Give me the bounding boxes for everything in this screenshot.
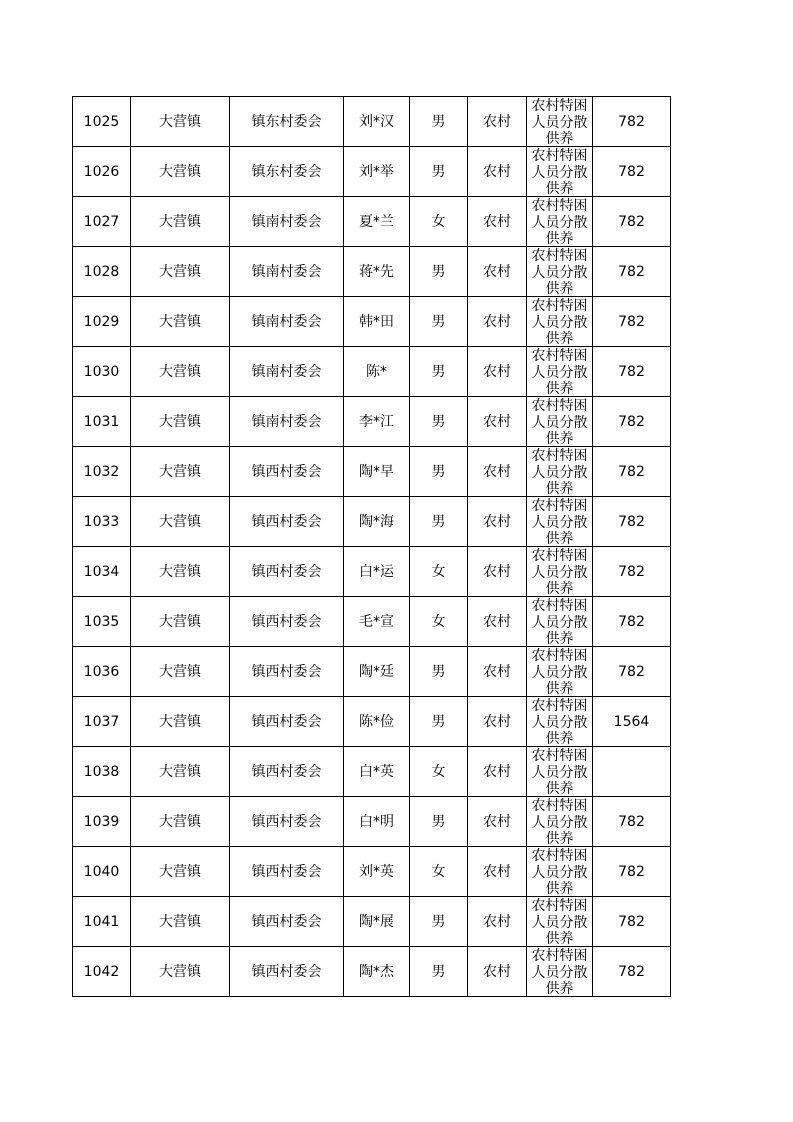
gender-cell: 男 — [410, 497, 468, 547]
record-id-cell: 1038 — [73, 747, 131, 797]
area-type-cell: 农村 — [468, 797, 527, 847]
area-type-cell: 农村 — [468, 547, 527, 597]
assistance-category-text: 农村特困人员分散供养 — [531, 448, 588, 496]
assistance-category-text: 农村特困人员分散供养 — [531, 198, 588, 246]
table-row — [73, 897, 671, 947]
person-name-cell: 陈*俭 — [344, 697, 410, 747]
amount-cell: 782 — [593, 447, 671, 497]
assistance-category-cell — [527, 797, 593, 847]
table-row — [73, 847, 671, 897]
area-type-cell: 农村 — [468, 897, 527, 947]
gender-cell: 男 — [410, 147, 468, 197]
village-committee-cell: 镇西村委会 — [230, 847, 344, 897]
person-name-cell: 韩*田 — [344, 297, 410, 347]
assistance-category-cell — [527, 147, 593, 197]
village-committee-cell: 镇南村委会 — [230, 397, 344, 447]
assistance-category-text: 农村特困人员分散供养 — [531, 798, 588, 846]
assistance-category-text: 农村特困人员分散供养 — [531, 348, 588, 396]
assistance-category-cell — [527, 397, 593, 447]
assistance-category-cell — [527, 247, 593, 297]
town-cell: 大营镇 — [131, 197, 230, 247]
area-type-cell: 农村 — [468, 697, 527, 747]
table-row — [73, 97, 671, 147]
table-row — [73, 797, 671, 847]
assistance-category-cell — [527, 197, 593, 247]
amount-cell: 782 — [593, 397, 671, 447]
amount-cell: 782 — [593, 547, 671, 597]
person-name-cell: 刘*英 — [344, 847, 410, 897]
village-committee-cell: 镇西村委会 — [230, 797, 344, 847]
assistance-category-text: 农村特困人员分散供养 — [531, 748, 588, 796]
amount-cell: 782 — [593, 197, 671, 247]
assistance-category-text: 农村特困人员分散供养 — [531, 898, 588, 946]
area-type-cell: 农村 — [468, 447, 527, 497]
amount-cell: 782 — [593, 847, 671, 897]
assistance-category-cell — [527, 497, 593, 547]
area-type-cell: 农村 — [468, 197, 527, 247]
person-name-cell: 白*运 — [344, 547, 410, 597]
area-type-cell: 农村 — [468, 297, 527, 347]
table-row — [73, 347, 671, 397]
area-type-cell: 农村 — [468, 747, 527, 797]
town-cell: 大营镇 — [131, 497, 230, 547]
area-type-cell: 农村 — [468, 847, 527, 897]
village-committee-cell: 镇西村委会 — [230, 597, 344, 647]
gender-cell: 男 — [410, 397, 468, 447]
table-row — [73, 597, 671, 647]
person-name-cell: 夏*兰 — [344, 197, 410, 247]
village-committee-cell: 镇南村委会 — [230, 297, 344, 347]
gender-cell: 男 — [410, 797, 468, 847]
assistance-category-text: 农村特困人员分散供养 — [531, 498, 588, 546]
person-name-cell: 陈* — [344, 347, 410, 397]
village-committee-cell: 镇南村委会 — [230, 197, 344, 247]
village-committee-cell: 镇西村委会 — [230, 547, 344, 597]
town-cell: 大营镇 — [131, 947, 230, 997]
assistance-category-text: 农村特困人员分散供养 — [531, 398, 588, 446]
table-row — [73, 147, 671, 197]
area-type-cell: 农村 — [468, 247, 527, 297]
area-type-cell: 农村 — [468, 647, 527, 697]
assistance-category-text: 农村特困人员分散供养 — [531, 548, 588, 596]
table-row — [73, 747, 671, 797]
person-name-cell: 毛*宣 — [344, 597, 410, 647]
records-table — [72, 96, 671, 997]
record-id-cell: 1034 — [73, 547, 131, 597]
village-committee-cell: 镇西村委会 — [230, 947, 344, 997]
table-row — [73, 197, 671, 247]
amount-cell: 782 — [593, 647, 671, 697]
assistance-category-cell — [527, 897, 593, 947]
record-id-cell: 1027 — [73, 197, 131, 247]
amount-cell: 782 — [593, 147, 671, 197]
town-cell: 大营镇 — [131, 647, 230, 697]
amount-cell: 782 — [593, 247, 671, 297]
gender-cell: 男 — [410, 947, 468, 997]
amount-cell: 782 — [593, 797, 671, 847]
table-row — [73, 397, 671, 447]
village-committee-cell: 镇西村委会 — [230, 497, 344, 547]
assistance-category-text: 农村特困人员分散供养 — [531, 948, 588, 996]
gender-cell: 女 — [410, 847, 468, 897]
gender-cell: 女 — [410, 197, 468, 247]
town-cell: 大营镇 — [131, 147, 230, 197]
village-committee-cell: 镇西村委会 — [230, 697, 344, 747]
record-id-cell: 1036 — [73, 647, 131, 697]
person-name-cell: 陶*杰 — [344, 947, 410, 997]
table-row — [73, 647, 671, 697]
person-name-cell: 陶*海 — [344, 497, 410, 547]
gender-cell: 男 — [410, 647, 468, 697]
assistance-category-cell — [527, 597, 593, 647]
person-name-cell: 白*英 — [344, 747, 410, 797]
village-committee-cell: 镇西村委会 — [230, 447, 344, 497]
town-cell: 大营镇 — [131, 247, 230, 297]
assistance-category-text: 农村特困人员分散供养 — [531, 298, 588, 346]
record-id-cell: 1041 — [73, 897, 131, 947]
assistance-category-text: 农村特困人员分散供养 — [531, 598, 588, 646]
village-committee-cell: 镇东村委会 — [230, 97, 344, 147]
area-type-cell: 农村 — [468, 597, 527, 647]
area-type-cell: 农村 — [468, 97, 527, 147]
amount-cell: 782 — [593, 897, 671, 947]
record-id-cell: 1025 — [73, 97, 131, 147]
town-cell: 大营镇 — [131, 447, 230, 497]
gender-cell: 男 — [410, 297, 468, 347]
record-id-cell: 1028 — [73, 247, 131, 297]
records-table-body — [73, 97, 671, 997]
assistance-category-text: 农村特困人员分散供养 — [531, 98, 588, 146]
person-name-cell: 李*江 — [344, 397, 410, 447]
record-id-cell: 1032 — [73, 447, 131, 497]
record-id-cell: 1033 — [73, 497, 131, 547]
assistance-category-cell — [527, 947, 593, 997]
assistance-category-cell — [527, 697, 593, 747]
assistance-category-text: 农村特困人员分散供养 — [531, 698, 588, 746]
town-cell: 大营镇 — [131, 347, 230, 397]
assistance-category-cell — [527, 447, 593, 497]
assistance-category-cell — [527, 647, 593, 697]
table-row — [73, 297, 671, 347]
village-committee-cell: 镇南村委会 — [230, 347, 344, 397]
record-id-cell: 1029 — [73, 297, 131, 347]
assistance-category-cell — [527, 97, 593, 147]
gender-cell: 男 — [410, 247, 468, 297]
record-id-cell: 1042 — [73, 947, 131, 997]
gender-cell: 男 — [410, 897, 468, 947]
table-row — [73, 247, 671, 297]
town-cell: 大营镇 — [131, 547, 230, 597]
gender-cell: 男 — [410, 97, 468, 147]
assistance-category-cell — [527, 297, 593, 347]
village-committee-cell: 镇西村委会 — [230, 647, 344, 697]
table-row — [73, 697, 671, 747]
person-name-cell: 陶*廷 — [344, 647, 410, 697]
table-row — [73, 947, 671, 997]
record-id-cell: 1035 — [73, 597, 131, 647]
gender-cell: 女 — [410, 547, 468, 597]
village-committee-cell: 镇南村委会 — [230, 247, 344, 297]
town-cell: 大营镇 — [131, 97, 230, 147]
record-id-cell: 1040 — [73, 847, 131, 897]
amount-cell — [593, 747, 671, 797]
village-committee-cell: 镇西村委会 — [230, 747, 344, 797]
town-cell: 大营镇 — [131, 597, 230, 647]
record-id-cell: 1026 — [73, 147, 131, 197]
person-name-cell: 刘*举 — [344, 147, 410, 197]
gender-cell: 女 — [410, 747, 468, 797]
record-id-cell: 1037 — [73, 697, 131, 747]
assistance-category-cell — [527, 847, 593, 897]
amount-cell: 782 — [593, 947, 671, 997]
gender-cell: 女 — [410, 597, 468, 647]
area-type-cell: 农村 — [468, 397, 527, 447]
assistance-category-text: 农村特困人员分散供养 — [531, 248, 588, 296]
record-id-cell: 1030 — [73, 347, 131, 397]
town-cell: 大营镇 — [131, 747, 230, 797]
assistance-category-text: 农村特困人员分散供养 — [531, 148, 588, 196]
amount-cell: 782 — [593, 97, 671, 147]
village-committee-cell: 镇西村委会 — [230, 897, 344, 947]
gender-cell: 男 — [410, 447, 468, 497]
town-cell: 大营镇 — [131, 797, 230, 847]
gender-cell: 男 — [410, 697, 468, 747]
assistance-category-cell — [527, 547, 593, 597]
table-row — [73, 447, 671, 497]
record-id-cell: 1039 — [73, 797, 131, 847]
town-cell: 大营镇 — [131, 847, 230, 897]
amount-cell: 1564 — [593, 697, 671, 747]
amount-cell: 782 — [593, 597, 671, 647]
village-committee-cell: 镇东村委会 — [230, 147, 344, 197]
town-cell: 大营镇 — [131, 697, 230, 747]
amount-cell: 782 — [593, 297, 671, 347]
person-name-cell: 蒋*先 — [344, 247, 410, 297]
person-name-cell: 刘*汉 — [344, 97, 410, 147]
assistance-category-text: 农村特困人员分散供养 — [531, 848, 588, 896]
area-type-cell: 农村 — [468, 947, 527, 997]
town-cell: 大营镇 — [131, 297, 230, 347]
person-name-cell: 陶*展 — [344, 897, 410, 947]
assistance-category-cell — [527, 347, 593, 397]
area-type-cell: 农村 — [468, 147, 527, 197]
person-name-cell: 白*明 — [344, 797, 410, 847]
amount-cell: 782 — [593, 347, 671, 397]
area-type-cell: 农村 — [468, 347, 527, 397]
record-id-cell: 1031 — [73, 397, 131, 447]
amount-cell: 782 — [593, 497, 671, 547]
person-name-cell: 陶*早 — [344, 447, 410, 497]
town-cell: 大营镇 — [131, 397, 230, 447]
assistance-category-cell — [527, 747, 593, 797]
table-row — [73, 547, 671, 597]
table-row — [73, 497, 671, 547]
assistance-category-text: 农村特困人员分散供养 — [531, 648, 588, 696]
area-type-cell: 农村 — [468, 497, 527, 547]
gender-cell: 男 — [410, 347, 468, 397]
town-cell: 大营镇 — [131, 897, 230, 947]
